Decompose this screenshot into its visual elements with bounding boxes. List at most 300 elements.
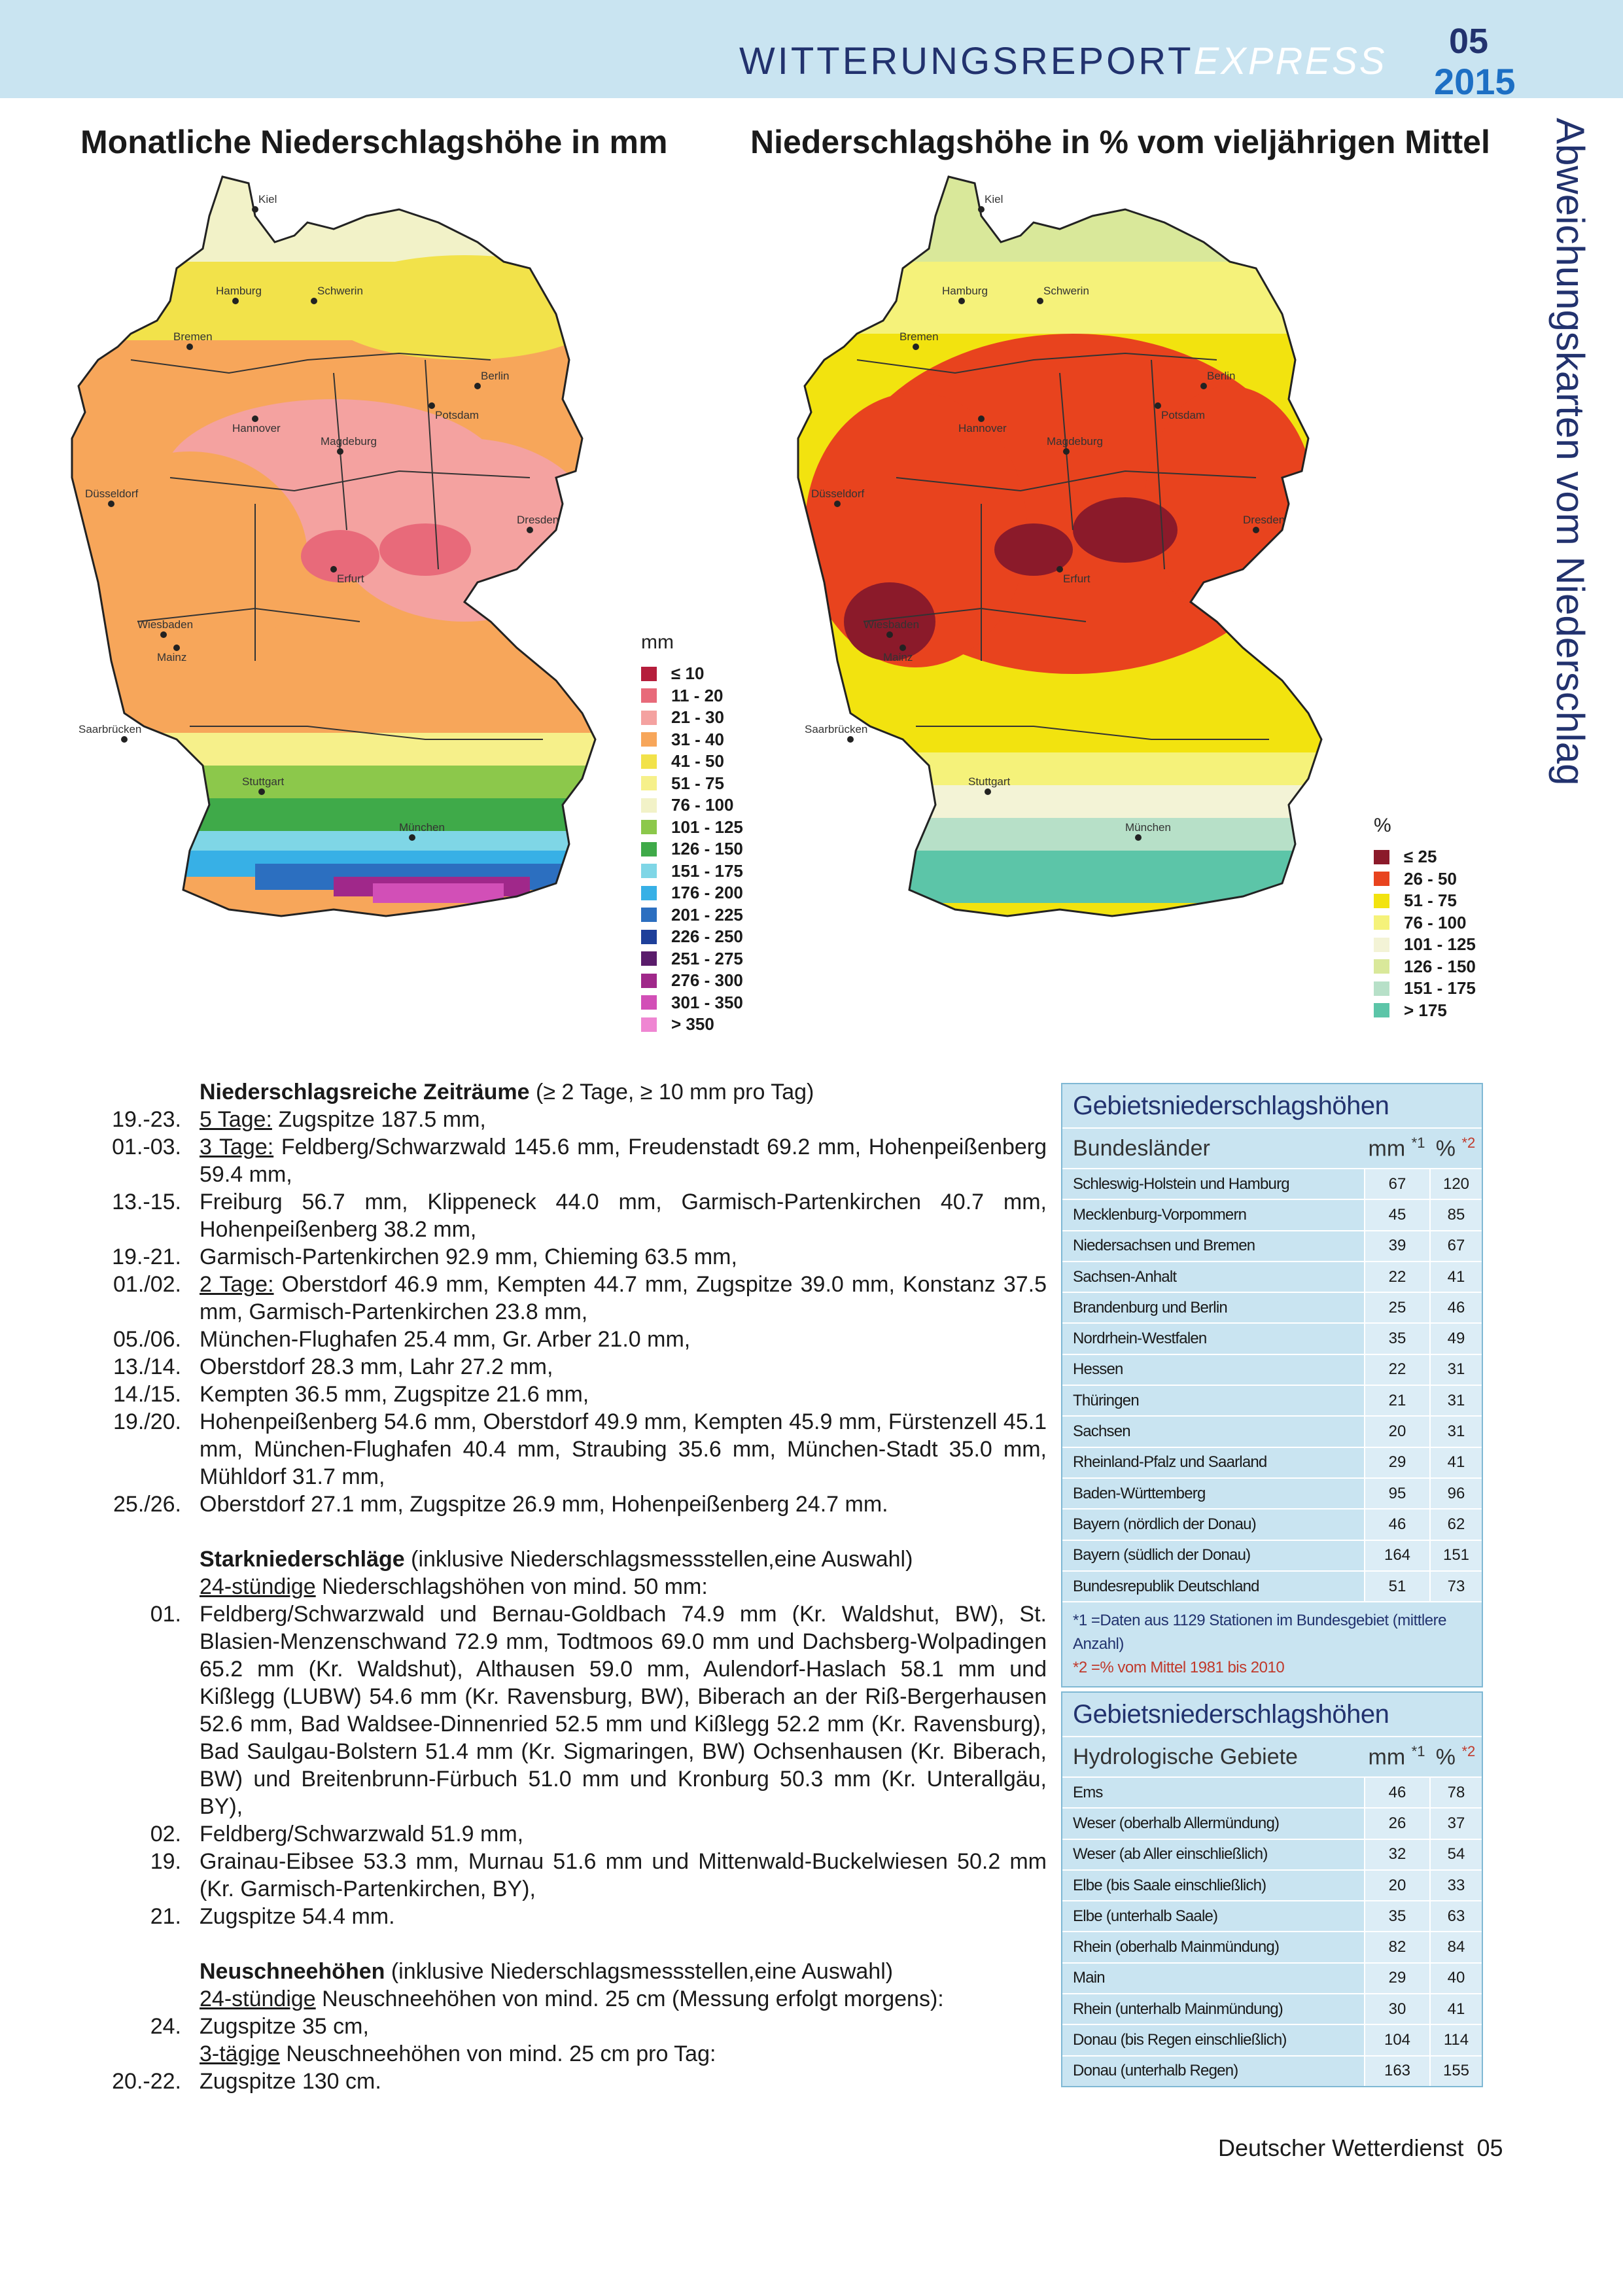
legend-swatch [1374,981,1389,996]
cell-mm: 51 [1364,1572,1429,1601]
cell-percent: 37 [1429,1809,1482,1838]
city-label-kiel: Kiel [985,193,1003,205]
entry-date: 01./02. [113,1272,181,1297]
legend-swatch [641,886,657,900]
heavy-rain-entry [95,1848,1047,1903]
table-row [1062,1477,1482,1508]
column-header-mm: mm $^{*1}$ [1368,1135,1425,1161]
section-heading-new-snow: Neuschneehöhen [200,1959,385,1984]
legend-label: ≤ 10 [671,663,705,684]
map-heading-percent: Niederschlagshöhe in % vom vieljährigen Mittel [750,124,1490,160]
legend-item [641,992,743,1014]
section-heading-row [95,1958,1047,1985]
entry-text: Zugspitze 35 cm, [200,2014,369,2039]
legend-label: 76 - 100 [671,795,734,815]
legend-label: 21 - 30 [671,707,724,728]
legend-swatch [1374,959,1389,974]
legend-swatch [641,688,657,703]
entry-duration: 2 Tage: [200,1272,274,1297]
side-title-text: Abweichungskarten vom Niederschlag [1548,118,1592,786]
cell-percent: 151 [1429,1541,1482,1570]
entry-duration: 3 Tage: [200,1135,274,1159]
table-row [1062,1962,1482,1993]
table-row [1062,1776,1482,1807]
cell-region: Weser (ab Aller einschließlich) [1062,1840,1364,1869]
subheading-duration: 24-stündige [200,1987,316,2011]
new-snow-entry [95,2068,1047,2095]
city-label-hamburg: Hamburg [216,285,262,297]
city-label-magdeburg: Magdeburg [1047,435,1104,448]
report-title [739,39,1387,83]
cell-region: Elbe (bis Saale einschließlich) [1062,1871,1364,1900]
city-label-mainz: Mainz [883,651,913,663]
legend-item [641,1014,743,1036]
legend-swatch [641,1017,657,1032]
entry-date: 19.-21. [112,1245,181,1269]
entry-date: 02. [150,1822,181,1846]
cell-region: Bayern (südlich der Donau) [1062,1541,1364,1570]
entry-text: Garmisch-Partenkirchen 92.9 mm, Chieming 63.5 mm, [200,1245,737,1269]
cell-mm: 46 [1364,1778,1429,1807]
cell-mm: 22 [1364,1262,1429,1292]
report-title-main: WITTERUNGSREPORT [739,40,1194,82]
rain-period-entry [95,1271,1047,1326]
cell-region: Elbe (unterhalb Saale) [1062,1901,1364,1931]
legend-mm [641,631,743,1036]
heavy-rain-entry [95,1903,1047,1930]
city-label-stuttgart: Stuttgart [242,775,285,788]
entry-text: München-Flughafen 25.4 mm, Gr. Arber 21.0 mm, [200,1327,691,1352]
page-footer [1218,2134,1503,2162]
cell-percent: 41 [1429,1262,1482,1292]
cell-mm: 29 [1364,1964,1429,1993]
cell-mm: 95 [1364,1479,1429,1508]
legend-swatch [1374,915,1389,930]
legend-swatch [641,951,657,966]
column-header-mm: mm $^{*1}$ [1368,1743,1425,1770]
cell-region: Mecklenburg-Vorpommern [1062,1200,1364,1229]
legend-label: > 350 [671,1014,714,1034]
city-label-hannover: Hannover [958,422,1007,434]
entry-text: Oberstdorf 27.1 mm, Zugspitze 26.9 mm, Hohenpeißenberg 24.7 mm. [200,1492,888,1517]
legend-swatch [641,754,657,769]
subheading-text: Neuschneehöhen von mind. 25 cm (Messung erfolgt morgens): [315,1987,944,2011]
cell-percent: 46 [1429,1293,1482,1322]
entry-date: 21. [150,1904,181,1929]
legend-swatch [641,930,657,944]
page-number: 05 [1476,2134,1503,2161]
table-row [1062,1931,1482,1962]
legend-item [1374,890,1476,912]
legend-swatch [641,711,657,725]
legend-swatch [1374,894,1389,908]
entry-text: Feldberg/Schwarzwald 145.6 mm, Freudenstadt 69.2 mm, Hohenpeißenberg 59.4 mm, [200,1135,1047,1187]
heavy-rain-entry [95,1600,1047,1820]
city-label-saarbruecken: Saarbrücken [79,723,142,735]
city-label-muenchen: München [1125,821,1171,834]
table-row [1062,1292,1482,1322]
cell-mm: 35 [1364,1324,1429,1353]
table-row [1062,2024,1482,2055]
cell-percent: 63 [1429,1901,1482,1931]
column-header-region: Bundesländer [1073,1135,1210,1161]
entry-date: 13.-15. [112,1190,181,1214]
cell-mm: 45 [1364,1200,1429,1229]
city-label-hannover: Hannover [232,422,281,434]
table-row [1062,1807,1482,1838]
section-heading-note: (≥ 2 Tage, ≥ 10 mm pro Tag) [529,1080,814,1104]
legend-label: 31 - 40 [671,729,724,749]
legend-item [641,860,743,883]
subheading-text: Niederschlagshöhen von mind. 50 mm: [315,1574,708,1599]
rain-period-entry [95,1381,1047,1408]
cell-percent: 96 [1429,1479,1482,1508]
entry-date: 13./14. [113,1354,181,1379]
cell-region: Ems [1062,1778,1364,1807]
cell-mm: 32 [1364,1840,1429,1869]
city-label-kiel: Kiel [258,193,277,205]
legend-item [1374,956,1476,978]
city-label-schwerin: Schwerin [1043,285,1089,297]
city-label-potsdam: Potsdam [435,409,480,421]
legend-item [641,948,743,970]
entry-date: 24. [150,2014,181,2039]
cell-region: Thüringen [1062,1386,1364,1415]
column-header-region: Hydrologische Gebiete [1073,1744,1298,1769]
legend-swatch [641,776,657,790]
table-federal-states [1061,1083,1483,1687]
legend-swatch [1374,850,1389,864]
legend-item [641,970,743,992]
legend-label: 51 - 75 [671,773,724,793]
cell-region: Nordrhein-Westfalen [1062,1324,1364,1353]
entry-date: 19./20. [113,1409,181,1434]
table-title: Gebietsniederschlagshöhen [1062,1084,1482,1127]
rain-period-entry [95,1326,1047,1353]
subheading-duration: 3-tägige [200,2041,280,2066]
legend-item [1374,1000,1476,1022]
legend-label: 151 - 175 [1404,978,1476,998]
entry-date: 19.-23. [112,1107,181,1132]
cell-mm: 164 [1364,1541,1429,1570]
rain-period-entry [95,1353,1047,1381]
cell-percent: 31 [1429,1355,1482,1385]
table-row [1062,1869,1482,1900]
cell-percent: 120 [1429,1169,1482,1199]
legend-label: 11 - 20 [671,685,724,705]
cell-region: Brandenburg und Berlin [1062,1293,1364,1322]
cell-region: Schleswig-Holstein und Hamburg [1062,1169,1364,1199]
entry-date: 19. [150,1849,181,1874]
entry-text: Grainau-Eibsee 53.3 mm, Murnau 51.6 mm und Mittenwald-Buckelwiesen 50.2 mm (Kr. Garmisch-Partenkirchen, BY), [200,1849,1047,1901]
cell-region: Sachsen [1062,1417,1364,1446]
legend-mm-title: mm [641,631,674,653]
table-row [1062,1385,1482,1415]
city-label-potsdam: Potsdam [1161,409,1206,421]
table-row [1062,2055,1482,2086]
legend-label: 201 - 225 [671,904,743,925]
cell-mm: 21 [1364,1386,1429,1415]
cell-percent: 155 [1429,2057,1482,2086]
section-subheading-row [95,2040,1047,2068]
legend-item [1374,934,1476,956]
city-label-dresden: Dresden [1243,514,1285,526]
issue-month: 05 [1449,22,1489,61]
precipitation-mm-map [59,164,713,1034]
cell-percent: 54 [1429,1840,1482,1869]
footnote-stations: *1 =Daten aus 1129 Stationen im Bundesgebiet (mittlere Anzahl) [1073,1612,1446,1653]
legend-swatch [641,667,657,681]
legend-swatch [641,820,657,834]
legend-percent-title: % [1374,815,1391,836]
cell-percent: 73 [1429,1572,1482,1601]
legend-item [641,751,743,773]
new-snow-entry [95,2013,1047,2040]
cell-percent: 67 [1429,1231,1482,1261]
rain-period-entry [95,1106,1047,1133]
map-heading-mm: Monatliche Niederschlagshöhe in mm [80,124,668,160]
table-hydrological-areas [1061,1691,1483,2087]
cell-mm: 39 [1364,1231,1429,1261]
cell-percent: 31 [1429,1417,1482,1446]
legend-swatch [641,974,657,988]
cell-mm: 20 [1364,1871,1429,1900]
entry-date: 01. [150,1602,181,1627]
column-header-percent: % $^{*2}$ [1435,1135,1476,1161]
legend-label: 226 - 250 [671,927,743,947]
cell-mm: 82 [1364,1932,1429,1962]
table-row [1062,1570,1482,1601]
table-row [1062,1900,1482,1931]
city-label-magdeburg: Magdeburg [321,435,377,448]
cell-region: Main [1062,1964,1364,1993]
entry-date: 14./15. [113,1382,181,1407]
table-row [1062,1540,1482,1570]
legend-item [641,904,743,927]
table-row [1062,1230,1482,1261]
city-label-berlin: Berlin [1207,370,1236,382]
entry-text: Feldberg/Schwarzwald 51.9 mm, [200,1822,524,1846]
table-footnotes [1062,1601,1482,1686]
report-text [95,1078,1047,2095]
cell-percent: 31 [1429,1386,1482,1415]
legend-item [641,663,743,685]
cell-region: Rhein (oberhalb Mainmündung) [1062,1932,1364,1962]
city-label-erfurt: Erfurt [1063,573,1091,585]
legend-label: 176 - 200 [671,883,743,903]
table-row [1062,1508,1482,1539]
city-label-stuttgart: Stuttgart [968,775,1011,788]
city-label-dresden: Dresden [517,514,559,526]
entry-date: 05./06. [113,1327,181,1352]
legend-item [641,838,743,860]
legend-label: 126 - 150 [1404,956,1476,976]
table-row [1062,1199,1482,1229]
cell-mm: 30 [1364,1994,1429,2024]
cell-percent: 33 [1429,1871,1482,1900]
cell-region: Hessen [1062,1355,1364,1385]
legend-item [641,729,743,751]
legend-label: 276 - 300 [671,970,743,991]
entry-text: Oberstdorf 46.9 mm, Kempten 44.7 mm, Zugspitze 39.0 mm, Konstanz 37.5 mm, Garmisch-Partenkirchen 23.8 mm, [200,1272,1047,1324]
section-heading-note: (inklusive Niederschlagsmessstellen,eine Auswahl) [385,1959,894,1984]
rain-period-entry [95,1491,1047,1518]
legend-label: 51 - 75 [1404,891,1457,911]
rain-period-entry [95,1243,1047,1271]
legend-label: > 175 [1404,1000,1447,1020]
legend-item [641,794,743,817]
cell-mm: 25 [1364,1293,1429,1322]
city-label-muenchen: München [399,821,445,834]
legend-label: 151 - 175 [671,860,743,881]
legend-item [641,817,743,839]
entry-text: Oberstdorf 28.3 mm, Lahr 27.2 mm, [200,1354,553,1379]
section-subheading-row [95,1573,1047,1600]
legend-label: 301 - 350 [671,992,743,1012]
legend-swatch [641,798,657,813]
entry-duration: 5 Tage: [200,1107,272,1132]
section-subheading-row [95,1985,1047,2013]
section-heading-rainy-periods: Niederschlagsreiche Zeiträume [200,1080,530,1104]
precipitation-percent-map [785,164,1439,1034]
cell-region: Baden-Württemberg [1062,1479,1364,1508]
table-row [1062,1261,1482,1292]
city-label-wiesbaden: Wiesbaden [864,618,920,631]
cell-percent: 40 [1429,1964,1482,1993]
entry-date: 25./26. [113,1492,181,1517]
publisher-name: Deutscher Wetterdienst [1218,2134,1464,2161]
cell-percent: 62 [1429,1510,1482,1539]
legend-swatch [1374,872,1389,886]
table-row [1062,1354,1482,1385]
legend-item [641,685,743,707]
cell-mm: 67 [1364,1169,1429,1199]
city-label-mainz: Mainz [157,651,187,663]
table-row [1062,1168,1482,1199]
legend-swatch [1374,938,1389,952]
entry-text: Freiburg 56.7 mm, Klippeneck 44.0 mm, Garmisch-Partenkirchen 40.7 mm, Hohenpeißenberg 38.2 mm, [200,1190,1047,1242]
legend-item [641,773,743,795]
section-heading-row [95,1078,1047,1106]
entry-text: Zugspitze 130 cm. [200,2069,381,2094]
heavy-rain-entry [95,1820,1047,1848]
section-heading-row [95,1545,1047,1573]
legend-item [641,926,743,948]
cell-region: Bayern (nördlich der Donau) [1062,1510,1364,1539]
legend-percent [1374,815,1476,1021]
cell-region: Sachsen-Anhalt [1062,1262,1364,1292]
legend-label: 76 - 100 [1404,912,1467,932]
city-label-duesseldorf: Düsseldorf [85,487,139,500]
cell-percent: 78 [1429,1778,1482,1807]
city-label-erfurt: Erfurt [337,573,364,585]
cell-percent: 114 [1429,2025,1482,2055]
entry-date: 01.-03. [112,1135,181,1159]
city-label-wiesbaden: Wiesbaden [137,618,194,631]
legend-item [641,882,743,904]
rain-period-entry [95,1188,1047,1243]
legend-item [1374,912,1476,934]
section-heading-heavy-rain: Starkniederschläge [200,1547,405,1572]
legend-swatch [641,908,657,922]
legend-label: 251 - 275 [671,948,743,968]
cell-mm: 46 [1364,1510,1429,1539]
section-heading-note: (inklusive Niederschlagsmessstellen,eine Auswahl) [404,1547,913,1572]
cell-region: Donau (unterhalb Regen) [1062,2057,1364,2086]
cell-percent: 49 [1429,1324,1482,1353]
subheading-duration: 24-stündige [200,1574,316,1599]
entry-date: 20.-22. [112,2069,181,2094]
legend-label: ≤ 25 [1404,847,1437,867]
cell-region: Niedersachsen und Bremen [1062,1231,1364,1261]
legend-swatch [641,864,657,878]
legend-label: 41 - 50 [671,751,724,771]
legend-swatch [641,995,657,1010]
cell-region: Rhein (unterhalb Mainmündung) [1062,1994,1364,2024]
table-row [1062,1322,1482,1353]
entry-text: Zugspitze 187.5 mm, [271,1107,486,1132]
cell-mm: 20 [1364,1417,1429,1446]
legend-label: 26 - 50 [1404,868,1457,889]
table-title: Gebietsniederschlagshöhen [1062,1693,1482,1736]
entry-text: Feldberg/Schwarzwald und Bernau-Goldbach 74.9 mm (Kr. Waldshut, BW), St. Blasien-Menzenschwand 72.9 mm, Todtmoos 69.0 mm und Dachsberg-Wolpadingen 65.2 mm (Kr. Waldshut), Althausen 59.0 mm, Aulendorf-Haslach 58.1 mm und Kißlegg (LUBW) 54.6 mm (Kr. Ravensburg, BW), Biberach an der Riß-Bergerhausen 52.6 mm, Bad Waldsee-Dinnenried 52.5 mm und Kißlegg 52.2 mm (Kr. Ravensburg), Bad Saulgau-Bolstern 51.4 mm (Kr. Sigmaringen, BW) Ochsenhausen (Kr. Biberach, BW) und Breitenbrunn-Fürbuch 51.0 mm und Kronburg 50.3 mm (Kr. Unterallgäu, BY), [200,1602,1047,1819]
footnote-reference-period: *2 =% vom Mittel 1981 bis 2010 [1073,1659,1285,1677]
table-row [1062,1839,1482,1869]
entry-text: Kempten 36.5 mm, Zugspitze 21.6 mm, [200,1382,589,1407]
cell-mm: 163 [1364,2057,1429,2086]
cell-region: Weser (oberhalb Allermündung) [1062,1809,1364,1838]
cell-region: Donau (bis Regen einschließlich) [1062,2025,1364,2055]
cell-mm: 29 [1364,1448,1429,1477]
cell-percent: 84 [1429,1932,1482,1962]
city-label-berlin: Berlin [481,370,510,382]
table-header-row [1062,1736,1482,1776]
entry-text: Hohenpeißenberg 54.6 mm, Oberstdorf 49.9 mm, Kempten 45.9 mm, Fürstenzell 45.1 mm, München-Flughafen 40.4 mm, Straubing 35.6 mm, München-Stadt 35.0 mm, Mühldorf 31.7 mm, [200,1409,1047,1489]
legend-swatch [1374,1003,1389,1017]
table-row [1062,1447,1482,1477]
cell-region: Rheinland-Pfalz und Saarland [1062,1448,1364,1477]
city-label-hamburg: Hamburg [942,285,988,297]
city-label-duesseldorf: Düsseldorf [811,487,865,500]
legend-swatch [641,842,657,857]
cell-mm: 104 [1364,2025,1429,2055]
table-row [1062,1993,1482,2024]
subheading-text: Neuschneehöhen von mind. 25 cm pro Tag: [279,2041,716,2066]
entry-text: Zugspitze 54.4 mm. [200,1904,395,1929]
table-row [1062,1415,1482,1446]
city-label-bremen: Bremen [899,330,939,343]
legend-label: 101 - 125 [671,817,743,837]
rain-period-entry [95,1133,1047,1188]
legend-item [1374,978,1476,1000]
cell-region: Bundesrepublik Deutschland [1062,1572,1364,1601]
column-header-percent: % $^{*2}$ [1435,1743,1476,1770]
issue-year: 2015 [1434,61,1516,102]
city-label-bremen: Bremen [173,330,213,343]
table-header-row [1062,1127,1482,1168]
rain-period-entry [95,1408,1047,1491]
city-label-saarbruecken: Saarbrücken [805,723,868,735]
legend-swatch [641,732,657,747]
side-title [1547,118,1599,786]
cell-percent: 85 [1429,1200,1482,1229]
cell-mm: 26 [1364,1809,1429,1838]
legend-label: 101 - 125 [1404,934,1476,955]
legend-item [641,707,743,729]
cell-percent: 41 [1429,1448,1482,1477]
legend-label: 126 - 150 [671,839,743,859]
cell-mm: 35 [1364,1901,1429,1931]
